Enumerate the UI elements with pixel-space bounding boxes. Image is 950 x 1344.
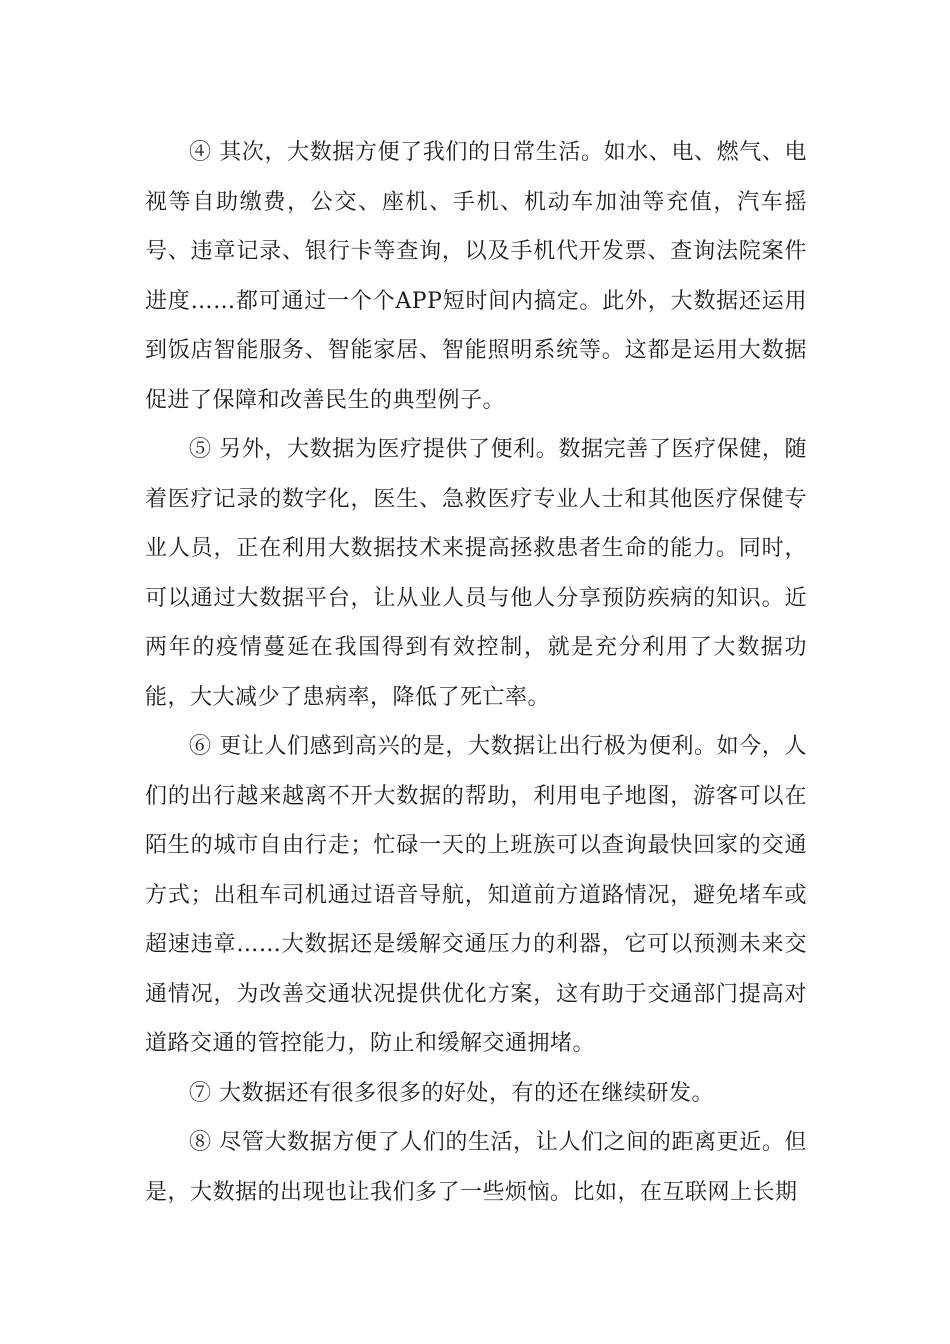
paragraph-7: ⑦ 大数据还有很多很多的好处，有的还在继续研发。 [189,1080,714,1106]
document-body [145,128,807,1217]
paragraph-4: ④ 其次，大数据方便了我们的日常生活。如水、电、燃气、电视等自助缴费，公交、座机、手机、机动车加油等充值，汽车摇号、违章记录、银行卡等查询，以及手机代开发票、查询法院案件进度……都可通过一个个APP短时间内搞定。此外，大数据还运用到饭店智能服务、智能家居、智能照明系统等。这都是运用大数据促进了保障和改善民生的典型例子。 [145,140,807,413]
paragraph-6: ⑥ 更让人们感到高兴的是，大数据让出行极为便利。如今，人们的出行越来越离不开大数据的帮助，利用电子地图，游客可以在陌生的城市自由行走；忙碌一天的上班族可以查询最快回家的交通方式；出租车司机通过语音导航，知道前方道路情况，避免堵车或超速违章……大数据还是缓解交通压力的利器，它可以预测未来交通情况，为改善交通状况提供优化方案，这有助于交通部门提高对道路交通的管控能力，防止和缓解交通拥堵。 [145,734,807,1056]
paragraph-5: ⑤ 另外，大数据为医疗提供了便利。数据完善了医疗保健，随着医疗记录的数字化，医生、急救医疗专业人士和其他医疗保健专业人员，正在利用大数据技术来提高拯救患者生命的能力。同时，可以通过大数据平台，让从业人员与他人分享预防疾病的知识。近两年的疫情蔓延在我国得到有效控制，就是充分利用了大数据功能，大大减少了患病率，降低了死亡率。 [145,437,807,710]
paragraph-8: ⑧ 尽管大数据方便了人们的生活，让人们之间的距离更近。但是，大数据的出现也让我们多了一些烦恼。比如，在互联网上长期 [145,1130,807,1205]
